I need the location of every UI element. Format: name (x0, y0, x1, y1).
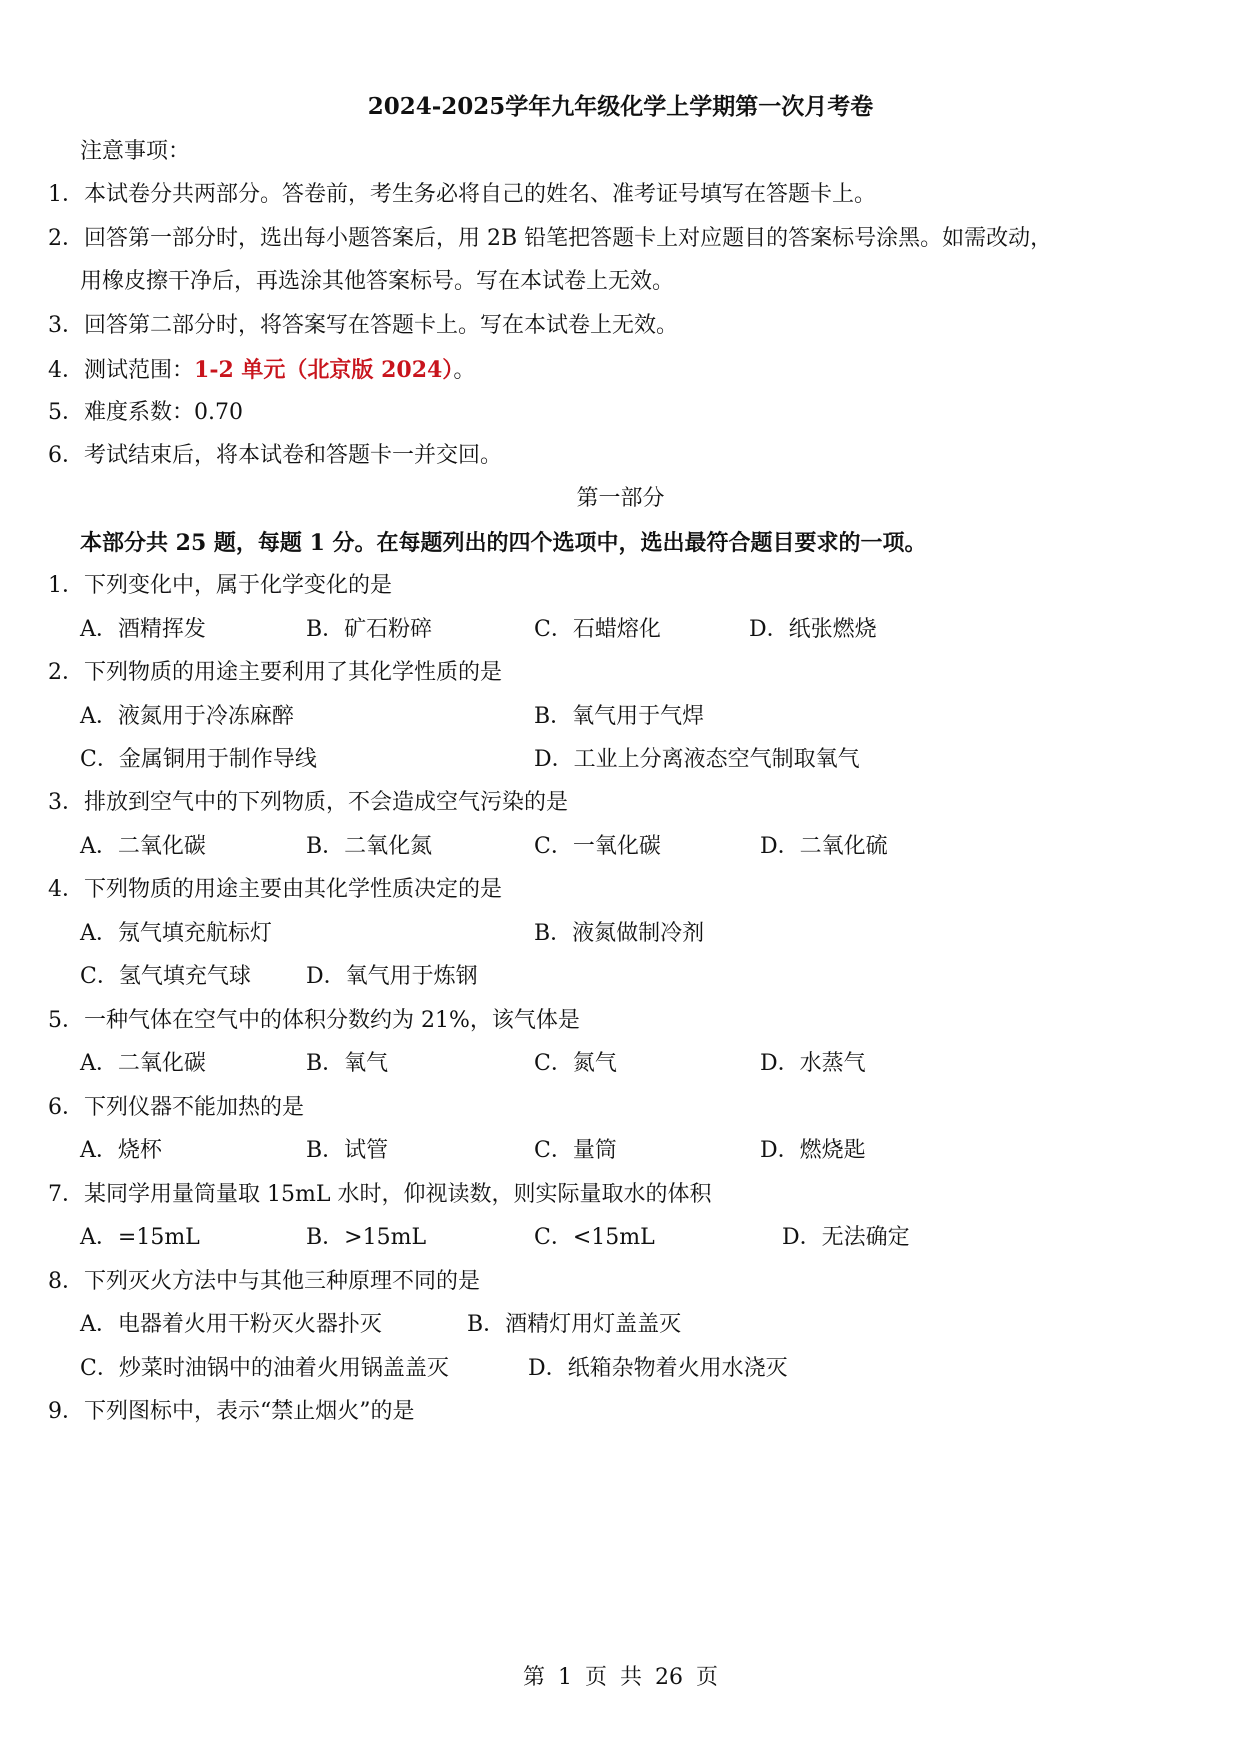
option-d: D．水蒸气 (760, 1051, 866, 1076)
question-stem: 下列仪器不能加热的是 (84, 1095, 305, 1120)
option-d: D．燃烧匙 (760, 1138, 866, 1163)
option-b: B．试管 (306, 1138, 389, 1163)
section-instruction: 本部分共 25 题，每题 1 分。在每题列出的四个选项中，选出最符合题目要求的一项。 (80, 530, 927, 556)
option-d: D．氧气用于炼钢 (306, 964, 478, 989)
option-a: A．液氮用于冷冻麻醉 (80, 704, 294, 729)
question-7 (48, 1180, 711, 1210)
option-a: A．=15mL (80, 1225, 200, 1250)
question-9 (48, 1397, 415, 1427)
notice-text: 考试结束后，将本试卷和答题卡一并交回。 (84, 443, 503, 468)
notice-item-6 (48, 441, 502, 471)
question-stem: 下列图标中，表示“禁止烟火”的是 (84, 1399, 415, 1424)
question-2 (48, 658, 502, 688)
option-b: B．氧气 (306, 1051, 389, 1076)
notice-num: 5． (48, 400, 84, 425)
option-b: B．>15mL (306, 1225, 427, 1250)
option-a: A．二氧化碳 (80, 1051, 206, 1076)
option-c: C．一氧化碳 (534, 834, 661, 859)
question-stem: 下列物质的用途主要利用了其化学性质的是 (84, 660, 503, 685)
notice-item-2-cont: 用橡皮擦干净后，再选涂其他答案标号。写在本试卷上无效。 (80, 269, 675, 294)
option-c: C．金属铜用于制作导线 (80, 747, 317, 772)
question-stem: 一种气体在空气中的体积分数约为 21%，该气体是 (84, 1008, 580, 1033)
notice-num: 6． (48, 443, 84, 468)
notice-item-1 (48, 180, 876, 210)
question-stem: 下列变化中，属于化学变化的是 (84, 573, 393, 598)
option-a: A．电器着火用干粉灭火器扑灭 (80, 1312, 382, 1337)
option-a: A．酒精挥发 (80, 617, 206, 642)
question-5 (48, 1006, 580, 1036)
notice-item-4 (48, 355, 475, 386)
option-b: B．二氧化氮 (306, 834, 433, 859)
page-footer: 第 1 页 共 26 页 (523, 1665, 718, 1690)
notice-text: 回答第二部分时，将答案写在答题卡上。写在本试卷上无效。 (84, 313, 679, 338)
question-stem: 下列物质的用途主要由其化学性质决定的是 (84, 877, 503, 902)
question-stem: 下列灭火方法中与其他三种原理不同的是 (84, 1269, 481, 1294)
question-stem: 某同学用量筒量取 15mL 水时，仰视读数，则实际量取水的体积 (84, 1182, 712, 1207)
exam-title: 2024-2025学年九年级化学上学期第一次月考卷 (367, 93, 874, 120)
option-b: B．酒精灯用灯盖盖灭 (467, 1312, 682, 1337)
question-stem: 排放到空气中的下列物质，不会造成空气污染的是 (84, 790, 569, 815)
question-num: 9． (48, 1399, 84, 1424)
test-scope-highlight: 1-2 单元（北京版 2024） (194, 357, 454, 383)
option-b: B．矿石粉碎 (306, 617, 433, 642)
option-b: B．氧气用于气焊 (534, 704, 705, 729)
question-num: 3． (48, 790, 84, 815)
notice-num: 4． (48, 358, 84, 383)
question-num: 7． (48, 1182, 84, 1207)
option-c: C．氢气填充气球 (80, 964, 251, 989)
notice-text: 测试范围： (84, 358, 195, 383)
option-b: B．液氮做制冷剂 (534, 921, 705, 946)
notice-num: 1． (48, 182, 84, 207)
notice-tail: 。 (453, 358, 476, 383)
question-8 (48, 1267, 480, 1297)
question-num: 5． (48, 1008, 84, 1033)
notice-item-5 (48, 398, 243, 428)
option-c: C．<15mL (534, 1225, 655, 1250)
notice-text: 回答第一部分时，选出每小题答案后，用 2B 铅笔把答题卡上对应题目的答案标号涂黑。如需改动， (84, 226, 1053, 251)
question-4 (48, 875, 502, 905)
option-d: D．二氧化硫 (760, 834, 888, 859)
question-6 (48, 1093, 304, 1123)
question-1 (48, 571, 392, 601)
notice-text: 本试卷分共两部分。答卷前，考生务必将自己的姓名、准考证号填写在答题卡上。 (84, 182, 877, 207)
option-d: D．无法确定 (782, 1225, 910, 1250)
question-num: 6． (48, 1095, 84, 1120)
option-a: A．氖气填充航标灯 (80, 921, 272, 946)
option-a: A．烧杯 (80, 1138, 162, 1163)
question-num: 4． (48, 877, 84, 902)
section-title: 第一部分 (576, 486, 665, 511)
question-num: 2． (48, 660, 84, 685)
notice-text: 难度系数：0.70 (84, 400, 243, 425)
question-num: 1． (48, 573, 84, 598)
question-num: 8． (48, 1269, 84, 1294)
option-d: D．工业上分离液态空气制取氧气 (534, 747, 860, 772)
option-d: D．纸张燃烧 (749, 617, 877, 642)
notice-item-2 (48, 224, 1052, 254)
notice-num: 2． (48, 226, 84, 251)
option-c: C．炒菜时油锅中的油着火用锅盖盖灭 (80, 1356, 449, 1381)
option-d: D．纸箱杂物着火用水浇灭 (528, 1356, 788, 1381)
option-a: A．二氧化碳 (80, 834, 206, 859)
question-3 (48, 788, 568, 818)
option-c: C．氮气 (534, 1051, 617, 1076)
notice-item-3 (48, 311, 678, 341)
notice-heading: 注意事项： (80, 139, 191, 164)
option-c: C．量筒 (534, 1138, 617, 1163)
notice-num: 3． (48, 313, 84, 338)
option-c: C．石蜡熔化 (534, 617, 661, 642)
